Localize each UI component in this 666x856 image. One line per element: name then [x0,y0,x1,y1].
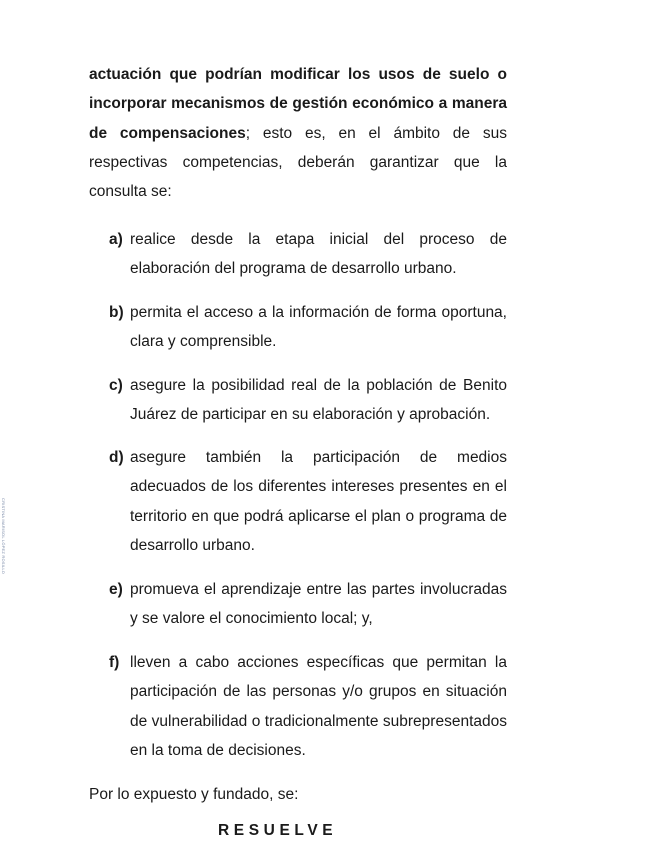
list-item-b [109,298,507,357]
list-item-text: promueva el aprendizaje entre las partes involucradas y se valore el conocimiento local; y, [130,581,507,628]
intro-rest-text: ; esto es, en el ámbito de sus respectivas competencias, deberán garantizar que la consulta se: [89,124,507,201]
list-item-text: asegure la posibilidad real de la población de Benito Juárez de participar en su elaboración y aprobación. [130,377,507,424]
intro-bold-text: actuación que podrían modificar los usos de suelo o incorporar mecanismos de gestión económico a manera de compensaciones [89,66,507,142]
list-item-label: a) [109,231,123,248]
list-item-text: realice desde la etapa inicial del proceso de elaboración del programa de desarrollo urbano. [130,231,507,278]
list-item-e [109,575,507,634]
side-signature-text: CRISTINA MARISOL LÓPEZ ROSILLO [1,498,6,575]
list-item-text: lleven a cabo acciones específicas que permitan la participación de las personas y/o grupos en situación de vulnerabilidad o tradicionalmente subrepresentados en la toma de decisiones. [130,654,507,759]
list-item-label: b) [109,304,124,321]
closing-paragraph: Por lo expuesto y fundado, se: [89,786,299,803]
list-item-label: d) [109,449,124,466]
list-item-label: e) [109,581,123,598]
list-item-a [109,225,507,284]
resolution-heading: RESUELVE [218,822,338,839]
list-item-d [109,443,507,560]
list-item-label: c) [109,377,123,394]
list-item-text: permita el acceso a la información de forma oportuna, clara y comprensible. [130,304,507,351]
list-item-c [109,371,507,430]
intro-paragraph [89,60,507,206]
list-item-label: f) [109,654,120,671]
list-item-text: asegure también la participación de medios adecuados de los diferentes intereses presentes en el territorio en que podrá aplicarse el plan o programa de desarrollo urbano. [130,449,507,554]
list-item-f [109,648,507,765]
